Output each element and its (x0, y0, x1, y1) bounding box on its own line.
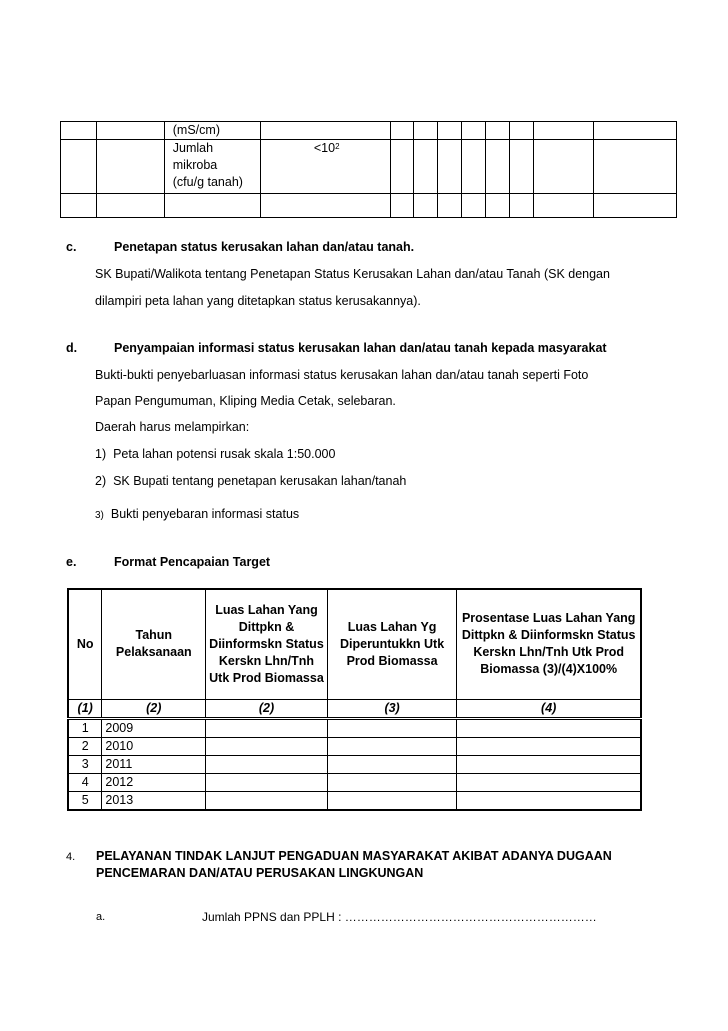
section-c-letter: c. (66, 240, 77, 254)
target-table (67, 588, 642, 811)
table-row: 5 2013 (68, 791, 641, 810)
header-prosentase: Prosentase Luas Lahan Yang Dittpkn & Diinformskn Status Kerskn Lhn/Tnh Utk Prod Biomassa (3)/(4)X100% (457, 589, 641, 699)
table-row: 4 2012 (68, 773, 641, 791)
table-header-row (68, 589, 641, 699)
section-c-line: dilampiri peta lahan yang ditetapkan status kerusakannya). (95, 294, 421, 308)
section-4-number: 4. (66, 851, 76, 863)
section-d-line: Papan Pengumuman, Kliping Media Cetak, selebaran. (95, 394, 396, 408)
param-cell: Jumlah mikroba (cfu/g tanah) (164, 140, 260, 194)
item-a-letter: a. (96, 911, 106, 923)
header-tahun: Tahun Pelaksanaan (102, 589, 206, 699)
header-luas-dittpkn: Luas Lahan Yang Dittpkn & Diinformskn Status Kerskn Lhn/Tnh Utk Prod Biomassa (206, 589, 328, 699)
table-row (61, 122, 677, 140)
list-item: 1) Peta lahan potensi rusak skala 1:50.000 (95, 447, 336, 461)
header-luas-yg: Luas Lahan Yg Diperuntukkn Utk Prod Biomassa (327, 589, 457, 699)
section-c-line: SK Bupati/Walikota tentang Penetapan Status Kerusakan Lahan dan/atau Tanah (SK dengan (95, 267, 610, 281)
table-row (61, 194, 677, 218)
list-item: 2) SK Bupati tentang penetapan kerusakan lahan/tanah (95, 474, 407, 488)
section-4-title-line: PENCEMARAN DAN/ATAU PERUSAKAN LINGKUNGAN (96, 866, 424, 880)
item-a-text: Jumlah PPNS dan PPLH : ……………………………………………………… (202, 910, 597, 924)
parameter-table (60, 121, 677, 218)
section-d-line: Daerah harus melampirkan: (95, 420, 250, 434)
section-e-letter: e. (66, 555, 77, 569)
section-d-line: Bukti-bukti penyebarluasan informasi status kerusakan lahan dan/atau tanah seperti Foto (95, 368, 589, 382)
threshold-cell: $<10^2$ (260, 140, 390, 194)
table-row: 2 2010 (68, 737, 641, 755)
list-item: 3) Bukti penyebaran informasi status (95, 507, 300, 521)
section-d-letter: d. (66, 341, 78, 355)
table-row: 1 2009 (68, 718, 641, 737)
column-number-row: (1) (2) (2) (3) (4) (68, 699, 641, 718)
section-d-title: Penyampaian informasi status kerusakan lahan dan/atau tanah kepada masyarakat (114, 341, 607, 355)
section-c-title: Penetapan status kerusakan lahan dan/atau tanah. (114, 240, 415, 254)
section-4-title-line: PELAYANAN TINDAK LANJUT PENGADUAN MASYARAKAT AKIBAT ADANYA DUGAAN (96, 849, 612, 863)
table-row: 3 2011 (68, 755, 641, 773)
header-no: No (68, 589, 102, 699)
table-row (61, 140, 677, 194)
param-cell: (mS/cm) (164, 122, 260, 140)
section-e-title: Format Pencapaian Target (114, 555, 271, 569)
